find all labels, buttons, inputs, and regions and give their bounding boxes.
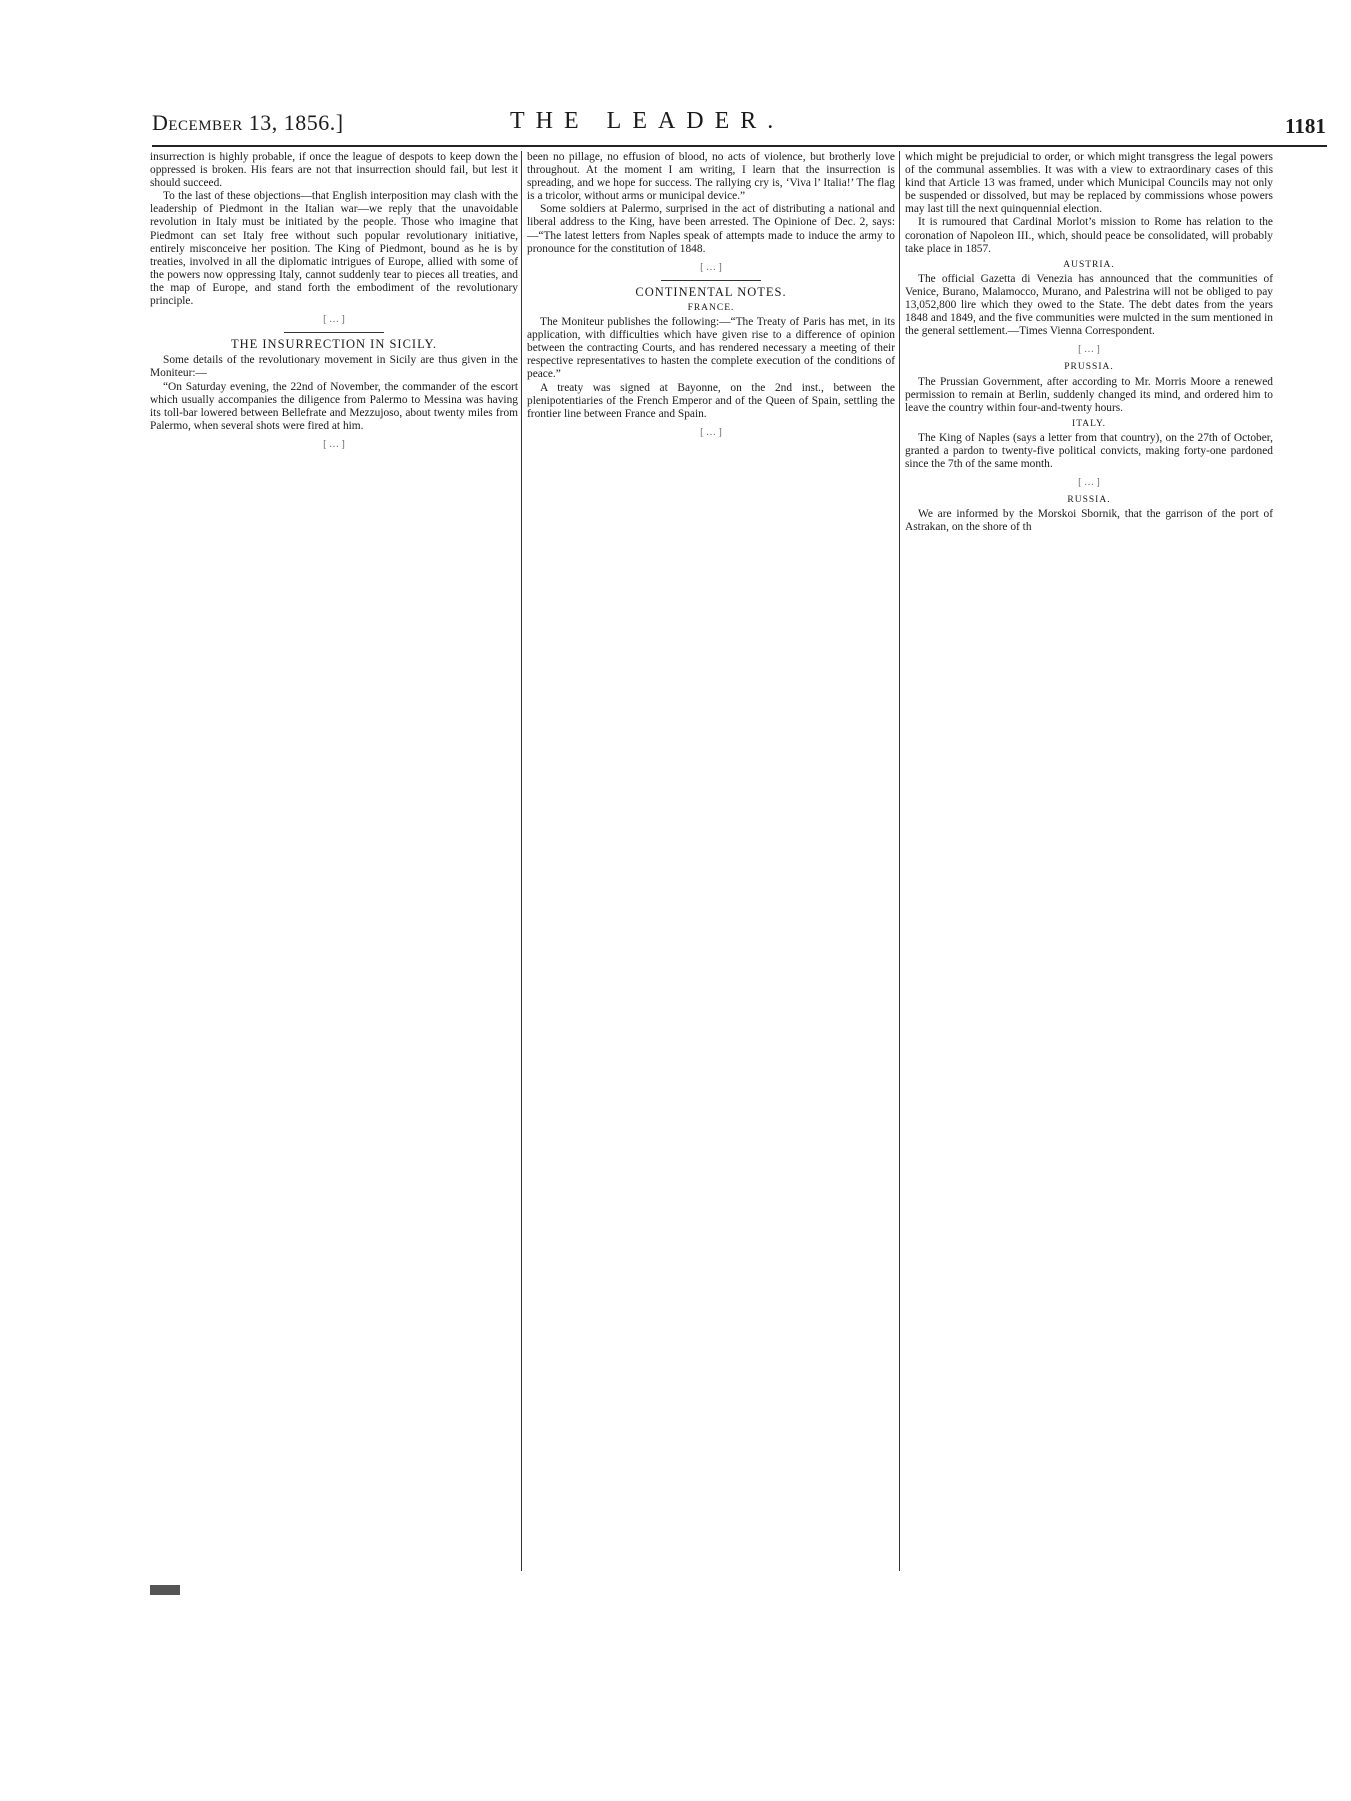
header-rule (152, 145, 1327, 147)
column-divider (899, 151, 900, 1571)
omitted-text: [ … ] (1078, 477, 1100, 489)
section-rule (661, 280, 761, 281)
paragraph: We are informed by the Morskoi Sbornik, that the garrison of the port of Astrakan, on the shore of th (905, 508, 1273, 534)
paragraph: A treaty was signed at Bayonne, on the 2nd inst., between the plenipotentiaries of the French Emperor and of the Queen of Spain, settling the frontier line between France and Spain. (527, 381, 895, 420)
subheading-prussia: PRUSSIA. (1064, 362, 1114, 373)
paragraph: The official Gazetta di Venezia has announced that the communities of Venice, Burano, Malamocco, Murano, and Palestrina will not be obliged to pay 13,052,800 lire which they owed to the State. The debt dates from the years 1848 and 1849, and the five communities were mulcted in the sum mentioned in the general settlement.—Times Vienna Correspondent. (905, 272, 1273, 338)
subheading-italy: ITALY. (1072, 418, 1106, 429)
paragraph: insurrection is highly probable, if once the league of despots to keep down the oppressed is broken. His fears are not that insurrection should fail, but lest it should succeed. (150, 151, 518, 190)
section-heading: THE INSURRECTION IN SICILY. (230, 337, 438, 352)
masthead-title: THE LEADER. (510, 108, 785, 134)
paragraph: Some soldiers at Palermo, surprised in the act of distributing a national and liberal address to the King, have been arrested. The Opinione of Dec. 2, says:—“The latest letters from Naples speak of attempts made to induce the army to pronounce for the constitution of 1848. (527, 203, 895, 255)
paragraph: To the last of these objections—that English interposition may clash with the leadership of Piedmont in the Italian war—we reply that the unavoidable revolution in Italy must be initiated by the people. Those who imagine that Piedmont can set Italy free without such popular revolutionary initiative, entirely misconceive her position. The King of Piedmont, bound as he is by treaties, involved in all the diplomatic intrigues of Europe, allied with some of the powers now oppressing Italy, cannot suddenly tear to pieces all treaties, and the map of Europe, and stand forth the embodiment of the revolutionary principle. (150, 190, 518, 308)
column-2 (527, 151, 895, 444)
paragraph: The Prussian Government, after according to Mr. Morris Moore a renewed permission to remain at Berlin, suddenly changed its mind, and ordered him to leave the country within four-and-twenty hours. (905, 375, 1273, 414)
subheading-austria: AUSTRIA. (1063, 259, 1115, 270)
omitted-text: [ … ] (323, 438, 345, 450)
paragraph: The King of Naples (says a letter from that country), on the 27th of October, granted a pardon to twenty-five political convicts, making forty-one pardoned since the 7th of the same month. (905, 431, 1273, 471)
omitted-text: [ … ] (700, 426, 722, 438)
column-1 (150, 151, 518, 456)
subheading-russia: RUSSIA. (1067, 495, 1111, 506)
header-date: December 13, 1856.] (152, 110, 344, 135)
omitted-text: [ … ] (700, 261, 722, 273)
column-3 (905, 151, 1273, 535)
paragraph: The Moniteur publishes the following:—“The Treaty of Paris has met, in its application, with difficulties which have given rise to a difference of opinion between the contracting Courts, and has rendered necessary a meeting of their respective representatives to hasten the complete execution of the conditions of peace.” (527, 316, 895, 381)
paragraph: Some details of the revolutionary movement in Sicily are thus given in the Moniteur:— (150, 354, 518, 380)
section-rule (284, 332, 384, 333)
paragraph: It is rumoured that Cardinal Morlot’s mission to Rome has relation to the coronation of Napoleon III., which, should peace be consolidated, will probably take place in 1857. (905, 216, 1273, 255)
paragraph: which might be prejudicial to order, or which might transgress the legal powers of the communal assemblies. It was with a view to extraordinary cases of this kind that Article 13 was framed, under which Municipal Councils may not only be suspended or dissolved, but may be replaced by commissions whose powers may last till the next quinquennial election. (905, 151, 1273, 216)
page-number: 1181 (1285, 114, 1326, 138)
section-heading: CONTINENTAL NOTES. (635, 284, 787, 299)
omitted-text: [ … ] (1078, 344, 1100, 356)
page-edge-mark (150, 1585, 180, 1595)
paragraph: been no pillage, no effusion of blood, no acts of violence, but brotherly love throughout. At the moment I am writing, I learn that the insurrection is spreading, and we hope for success. The rallying cry is, ‘Viva l’ Italia!’ The flag is a tricolor, without arms or municipal device.” (527, 151, 895, 203)
omitted-text: [ … ] (323, 314, 345, 326)
subheading-france: FRANCE. (687, 302, 735, 313)
column-divider (521, 151, 522, 1571)
paragraph: “On Saturday evening, the 22nd of November, the commander of the escort which usually accompanies the diligence from Palermo to Messina was having its toll-bar lowered between Bellefrate and Mezzujoso, about twenty miles from Palermo, when several shots were fired at him. (150, 380, 518, 432)
